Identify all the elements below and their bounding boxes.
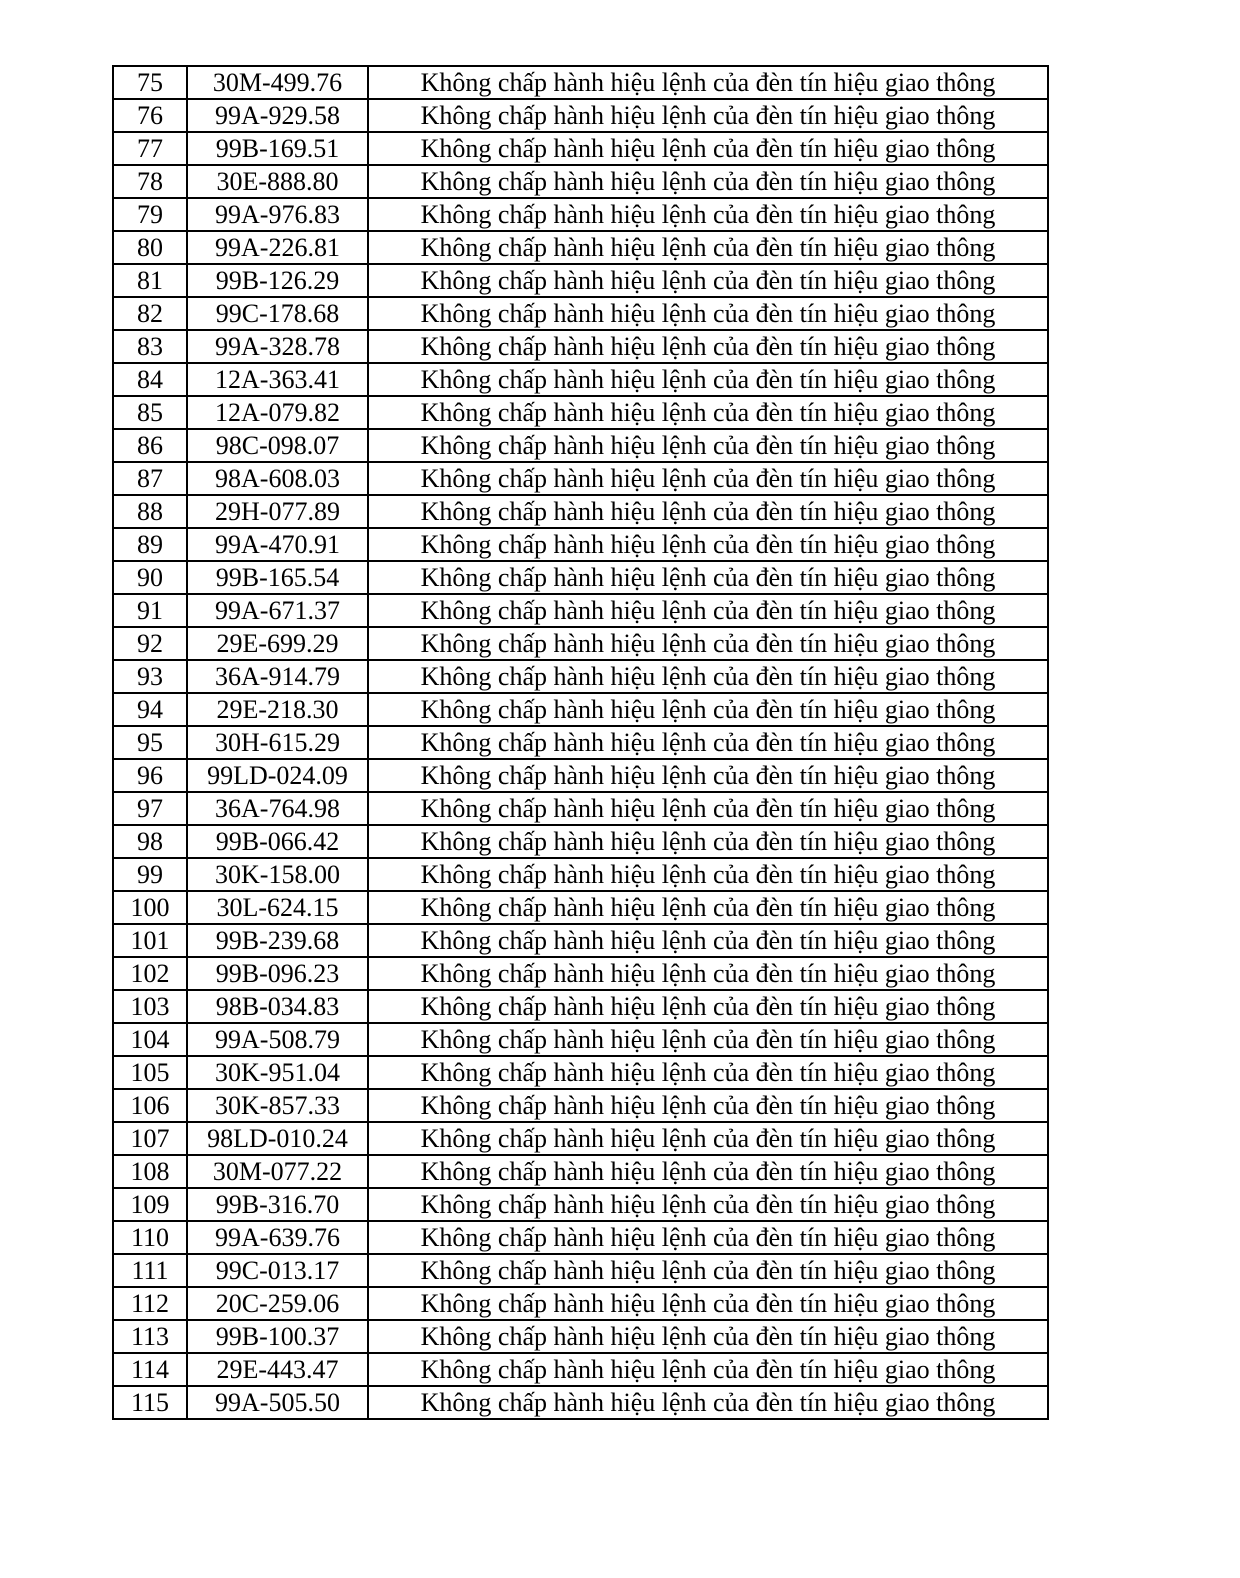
table-row <box>113 891 1048 924</box>
license-plate-cell: 30M-077.22 <box>187 1155 368 1188</box>
row-number-cell: 84 <box>113 363 187 396</box>
row-number-cell: 102 <box>113 957 187 990</box>
row-number-cell: 98 <box>113 825 187 858</box>
table-row <box>113 825 1048 858</box>
table-row <box>113 1386 1048 1419</box>
violation-cell: Không chấp hành hiệu lệnh của đèn tín hiệu giao thông <box>368 1254 1048 1287</box>
license-plate-cell: 30L-624.15 <box>187 891 368 924</box>
license-plate-cell: 99B-066.42 <box>187 825 368 858</box>
table-row <box>113 594 1048 627</box>
license-plate-cell: 29E-699.29 <box>187 627 368 660</box>
license-plate-cell: 30K-857.33 <box>187 1089 368 1122</box>
violation-cell: Không chấp hành hiệu lệnh của đèn tín hiệu giao thông <box>368 1056 1048 1089</box>
row-number-cell: 81 <box>113 264 187 297</box>
license-plate-cell: 99LD-024.09 <box>187 759 368 792</box>
license-plate-cell: 99C-013.17 <box>187 1254 368 1287</box>
table-row <box>113 858 1048 891</box>
row-number-cell: 78 <box>113 165 187 198</box>
license-plate-cell: 36A-764.98 <box>187 792 368 825</box>
table-row <box>113 1221 1048 1254</box>
table-row <box>113 726 1048 759</box>
row-number-cell: 89 <box>113 528 187 561</box>
violation-cell: Không chấp hành hiệu lệnh của đèn tín hiệu giao thông <box>368 165 1048 198</box>
row-number-cell: 83 <box>113 330 187 363</box>
license-plate-cell: 99B-096.23 <box>187 957 368 990</box>
row-number-cell: 77 <box>113 132 187 165</box>
violation-cell: Không chấp hành hiệu lệnh của đèn tín hiệu giao thông <box>368 924 1048 957</box>
row-number-cell: 86 <box>113 429 187 462</box>
row-number-cell: 114 <box>113 1353 187 1386</box>
license-plate-cell: 99B-100.37 <box>187 1320 368 1353</box>
row-number-cell: 110 <box>113 1221 187 1254</box>
license-plate-cell: 99B-169.51 <box>187 132 368 165</box>
license-plate-cell: 99A-929.58 <box>187 99 368 132</box>
violation-cell: Không chấp hành hiệu lệnh của đèn tín hiệu giao thông <box>368 297 1048 330</box>
row-number-cell: 105 <box>113 1056 187 1089</box>
row-number-cell: 96 <box>113 759 187 792</box>
row-number-cell: 82 <box>113 297 187 330</box>
row-number-cell: 101 <box>113 924 187 957</box>
violation-cell: Không chấp hành hiệu lệnh của đèn tín hiệu giao thông <box>368 429 1048 462</box>
violation-cell: Không chấp hành hiệu lệnh của đèn tín hiệu giao thông <box>368 1155 1048 1188</box>
violation-cell: Không chấp hành hiệu lệnh của đèn tín hiệu giao thông <box>368 66 1048 99</box>
table-row <box>113 1023 1048 1056</box>
table-row <box>113 1122 1048 1155</box>
license-plate-cell: 98A-608.03 <box>187 462 368 495</box>
table-row <box>113 1089 1048 1122</box>
violation-cell: Không chấp hành hiệu lệnh của đèn tín hiệu giao thông <box>368 990 1048 1023</box>
table-row <box>113 396 1048 429</box>
violation-cell: Không chấp hành hiệu lệnh của đèn tín hiệu giao thông <box>368 825 1048 858</box>
violation-cell: Không chấp hành hiệu lệnh của đèn tín hiệu giao thông <box>368 1386 1048 1419</box>
violation-cell: Không chấp hành hiệu lệnh của đèn tín hiệu giao thông <box>368 726 1048 759</box>
table-row <box>113 1287 1048 1320</box>
table-row <box>113 957 1048 990</box>
violation-cell: Không chấp hành hiệu lệnh của đèn tín hiệu giao thông <box>368 330 1048 363</box>
row-number-cell: 113 <box>113 1320 187 1353</box>
row-number-cell: 97 <box>113 792 187 825</box>
table-row <box>113 1320 1048 1353</box>
license-plate-cell: 99A-470.91 <box>187 528 368 561</box>
row-number-cell: 80 <box>113 231 187 264</box>
table-row <box>113 1056 1048 1089</box>
table-row <box>113 924 1048 957</box>
violation-cell: Không chấp hành hiệu lệnh của đèn tín hiệu giao thông <box>368 957 1048 990</box>
row-number-cell: 109 <box>113 1188 187 1221</box>
license-plate-cell: 36A-914.79 <box>187 660 368 693</box>
license-plate-cell: 99C-178.68 <box>187 297 368 330</box>
violation-cell: Không chấp hành hiệu lệnh của đèn tín hiệu giao thông <box>368 396 1048 429</box>
table-row <box>113 264 1048 297</box>
row-number-cell: 92 <box>113 627 187 660</box>
row-number-cell: 76 <box>113 99 187 132</box>
violation-cell: Không chấp hành hiệu lệnh của đèn tín hiệu giao thông <box>368 693 1048 726</box>
license-plate-cell: 30K-951.04 <box>187 1056 368 1089</box>
violation-cell: Không chấp hành hiệu lệnh của đèn tín hiệu giao thông <box>368 132 1048 165</box>
violation-cell: Không chấp hành hiệu lệnh của đèn tín hiệu giao thông <box>368 264 1048 297</box>
table-row <box>113 990 1048 1023</box>
violation-cell: Không chấp hành hiệu lệnh của đèn tín hiệu giao thông <box>368 495 1048 528</box>
table-row <box>113 495 1048 528</box>
license-plate-cell: 98C-098.07 <box>187 429 368 462</box>
violation-cell: Không chấp hành hiệu lệnh của đèn tín hiệu giao thông <box>368 627 1048 660</box>
license-plate-cell: 20C-259.06 <box>187 1287 368 1320</box>
table-row <box>113 693 1048 726</box>
license-plate-cell: 99A-508.79 <box>187 1023 368 1056</box>
row-number-cell: 112 <box>113 1287 187 1320</box>
license-plate-cell: 98B-034.83 <box>187 990 368 1023</box>
license-plate-cell: 12A-363.41 <box>187 363 368 396</box>
table-row <box>113 297 1048 330</box>
row-number-cell: 88 <box>113 495 187 528</box>
table-row <box>113 363 1048 396</box>
row-number-cell: 115 <box>113 1386 187 1419</box>
row-number-cell: 99 <box>113 858 187 891</box>
table-row <box>113 660 1048 693</box>
table-row <box>113 330 1048 363</box>
license-plate-cell: 30H-615.29 <box>187 726 368 759</box>
table-row <box>113 1155 1048 1188</box>
license-plate-cell: 99B-126.29 <box>187 264 368 297</box>
violation-cell: Không chấp hành hiệu lệnh của đèn tín hiệu giao thông <box>368 1320 1048 1353</box>
license-plate-cell: 30K-158.00 <box>187 858 368 891</box>
violation-cell: Không chấp hành hiệu lệnh của đèn tín hiệu giao thông <box>368 1089 1048 1122</box>
table-row <box>113 528 1048 561</box>
violation-cell: Không chấp hành hiệu lệnh của đèn tín hiệu giao thông <box>368 231 1048 264</box>
row-number-cell: 111 <box>113 1254 187 1287</box>
violation-cell: Không chấp hành hiệu lệnh của đèn tín hiệu giao thông <box>368 561 1048 594</box>
table-row <box>113 231 1048 264</box>
row-number-cell: 87 <box>113 462 187 495</box>
table-row <box>113 1353 1048 1386</box>
row-number-cell: 107 <box>113 1122 187 1155</box>
license-plate-cell: 99A-226.81 <box>187 231 368 264</box>
license-plate-cell: 12A-079.82 <box>187 396 368 429</box>
row-number-cell: 106 <box>113 1089 187 1122</box>
violation-cell: Không chấp hành hiệu lệnh của đèn tín hiệu giao thông <box>368 1023 1048 1056</box>
violation-cell: Không chấp hành hiệu lệnh của đèn tín hiệu giao thông <box>368 198 1048 231</box>
table-row <box>113 627 1048 660</box>
violation-cell: Không chấp hành hiệu lệnh của đèn tín hiệu giao thông <box>368 528 1048 561</box>
license-plate-cell: 30E-888.80 <box>187 165 368 198</box>
license-plate-cell: 99A-328.78 <box>187 330 368 363</box>
violations-table <box>112 65 1049 1420</box>
row-number-cell: 90 <box>113 561 187 594</box>
violation-cell: Không chấp hành hiệu lệnh của đèn tín hiệu giao thông <box>368 99 1048 132</box>
row-number-cell: 85 <box>113 396 187 429</box>
license-plate-cell: 99A-639.76 <box>187 1221 368 1254</box>
license-plate-cell: 99A-671.37 <box>187 594 368 627</box>
row-number-cell: 93 <box>113 660 187 693</box>
table-row <box>113 165 1048 198</box>
table-row <box>113 759 1048 792</box>
violation-cell: Không chấp hành hiệu lệnh của đèn tín hiệu giao thông <box>368 891 1048 924</box>
table-row <box>113 198 1048 231</box>
license-plate-cell: 98LD-010.24 <box>187 1122 368 1155</box>
violation-cell: Không chấp hành hiệu lệnh của đèn tín hiệu giao thông <box>368 1221 1048 1254</box>
license-plate-cell: 99A-976.83 <box>187 198 368 231</box>
violation-cell: Không chấp hành hiệu lệnh của đèn tín hiệu giao thông <box>368 858 1048 891</box>
row-number-cell: 108 <box>113 1155 187 1188</box>
violation-cell: Không chấp hành hiệu lệnh của đèn tín hiệu giao thông <box>368 1287 1048 1320</box>
table-row <box>113 792 1048 825</box>
violation-cell: Không chấp hành hiệu lệnh của đèn tín hiệu giao thông <box>368 1188 1048 1221</box>
violation-cell: Không chấp hành hiệu lệnh của đèn tín hiệu giao thông <box>368 1353 1048 1386</box>
violation-cell: Không chấp hành hiệu lệnh của đèn tín hiệu giao thông <box>368 1122 1048 1155</box>
license-plate-cell: 29E-443.47 <box>187 1353 368 1386</box>
row-number-cell: 95 <box>113 726 187 759</box>
violations-table-body <box>113 66 1048 1419</box>
table-row <box>113 132 1048 165</box>
table-row <box>113 1254 1048 1287</box>
row-number-cell: 100 <box>113 891 187 924</box>
table-row <box>113 429 1048 462</box>
license-plate-cell: 99B-165.54 <box>187 561 368 594</box>
table-row <box>113 561 1048 594</box>
row-number-cell: 75 <box>113 66 187 99</box>
row-number-cell: 103 <box>113 990 187 1023</box>
violation-cell: Không chấp hành hiệu lệnh của đèn tín hiệu giao thông <box>368 759 1048 792</box>
violation-cell: Không chấp hành hiệu lệnh của đèn tín hiệu giao thông <box>368 363 1048 396</box>
row-number-cell: 104 <box>113 1023 187 1056</box>
license-plate-cell: 30M-499.76 <box>187 66 368 99</box>
table-row <box>113 1188 1048 1221</box>
license-plate-cell: 99B-239.68 <box>187 924 368 957</box>
row-number-cell: 79 <box>113 198 187 231</box>
license-plate-cell: 99A-505.50 <box>187 1386 368 1419</box>
table-row <box>113 66 1048 99</box>
violation-cell: Không chấp hành hiệu lệnh của đèn tín hiệu giao thông <box>368 594 1048 627</box>
table-row <box>113 462 1048 495</box>
license-plate-cell: 99B-316.70 <box>187 1188 368 1221</box>
table-row <box>113 99 1048 132</box>
license-plate-cell: 29H-077.89 <box>187 495 368 528</box>
license-plate-cell: 29E-218.30 <box>187 693 368 726</box>
row-number-cell: 94 <box>113 693 187 726</box>
violation-cell: Không chấp hành hiệu lệnh của đèn tín hiệu giao thông <box>368 792 1048 825</box>
violation-cell: Không chấp hành hiệu lệnh của đèn tín hiệu giao thông <box>368 462 1048 495</box>
row-number-cell: 91 <box>113 594 187 627</box>
violation-cell: Không chấp hành hiệu lệnh của đèn tín hiệu giao thông <box>368 660 1048 693</box>
